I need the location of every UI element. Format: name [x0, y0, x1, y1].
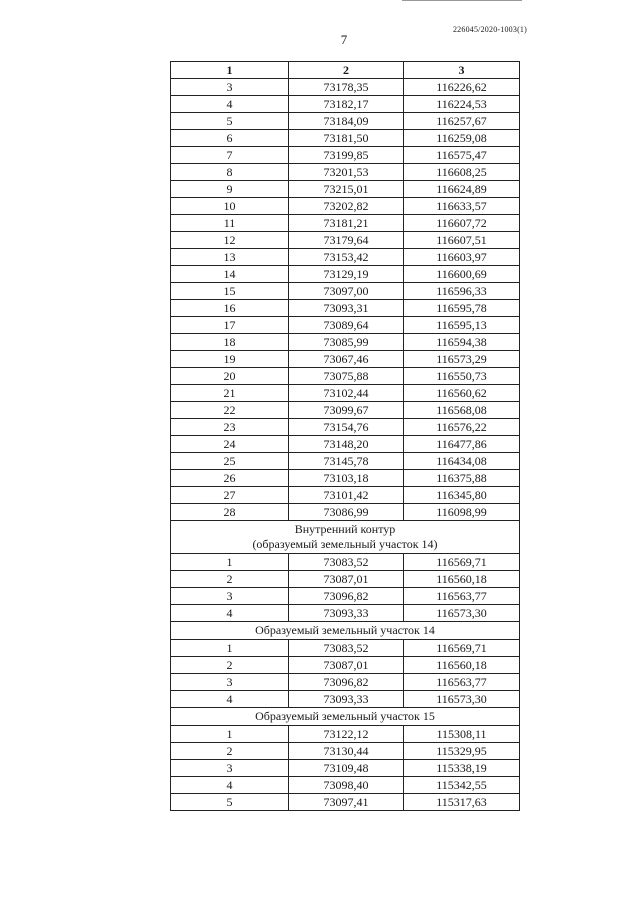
- cell-x-coordinate: 73181,50: [289, 130, 404, 147]
- cell-x-coordinate: 73067,46: [289, 351, 404, 368]
- table-row: [171, 554, 520, 571]
- table-row: [171, 605, 520, 622]
- table-row: [171, 215, 520, 232]
- cell-x-coordinate: 73130,44: [289, 743, 404, 760]
- cell-x-coordinate: 73199,85: [289, 147, 404, 164]
- cell-x-coordinate: 73109,48: [289, 760, 404, 777]
- table-row: [171, 317, 520, 334]
- cell-point-number: 14: [171, 266, 289, 283]
- cell-y-coordinate: 116563,77: [404, 674, 520, 691]
- cell-y-coordinate: 115329,95: [404, 743, 520, 760]
- cell-y-coordinate: 116563,77: [404, 588, 520, 605]
- table-row: [171, 743, 520, 760]
- table-row: [171, 147, 520, 164]
- cell-point-number: 4: [171, 96, 289, 113]
- table-row: [171, 198, 520, 215]
- cell-y-coordinate: 116576,22: [404, 419, 520, 436]
- cell-point-number: 18: [171, 334, 289, 351]
- cell-x-coordinate: 73201,53: [289, 164, 404, 181]
- cell-point-number: 17: [171, 317, 289, 334]
- table-row: [171, 232, 520, 249]
- cell-point-number: 23: [171, 419, 289, 436]
- header-row: [171, 62, 520, 79]
- cell-point-number: 9: [171, 181, 289, 198]
- column-header-x: 2: [289, 62, 404, 79]
- cell-point-number: 6: [171, 130, 289, 147]
- table-header: [171, 62, 520, 79]
- cell-point-number: 5: [171, 113, 289, 130]
- cell-point-number: 1: [171, 726, 289, 743]
- cell-point-number: 25: [171, 453, 289, 470]
- cell-y-coordinate: 116098,99: [404, 504, 520, 521]
- cell-y-coordinate: 116224,53: [404, 96, 520, 113]
- cell-x-coordinate: 73122,12: [289, 726, 404, 743]
- cell-x-coordinate: 73178,35: [289, 79, 404, 96]
- cell-x-coordinate: 73083,52: [289, 640, 404, 657]
- top-rule: [402, 0, 522, 3]
- cell-y-coordinate: 116607,72: [404, 215, 520, 232]
- cell-y-coordinate: 116259,08: [404, 130, 520, 147]
- cell-y-coordinate: 116434,08: [404, 453, 520, 470]
- document-id: 226045/2020-1003(1): [452, 25, 527, 34]
- cell-point-number: 7: [171, 147, 289, 164]
- table-row: [171, 96, 520, 113]
- cell-y-coordinate: 115338,19: [404, 760, 520, 777]
- cell-y-coordinate: 116595,78: [404, 300, 520, 317]
- table-row: [171, 674, 520, 691]
- cell-y-coordinate: 115317,63: [404, 794, 520, 811]
- cell-point-number: 16: [171, 300, 289, 317]
- cell-point-number: 3: [171, 760, 289, 777]
- cell-x-coordinate: 73096,82: [289, 588, 404, 605]
- cell-x-coordinate: 73215,01: [289, 181, 404, 198]
- cell-y-coordinate: 116573,30: [404, 691, 520, 708]
- cell-x-coordinate: 73148,20: [289, 436, 404, 453]
- cell-x-coordinate: 73153,42: [289, 249, 404, 266]
- cell-x-coordinate: 73179,64: [289, 232, 404, 249]
- section-header-row: [171, 708, 520, 726]
- table-row: [171, 760, 520, 777]
- cell-y-coordinate: 116633,57: [404, 198, 520, 215]
- table-row: [171, 777, 520, 794]
- column-header-y: 3: [404, 62, 520, 79]
- cell-point-number: 13: [171, 249, 289, 266]
- cell-y-coordinate: 116345,80: [404, 487, 520, 504]
- cell-y-coordinate: 116375,88: [404, 470, 520, 487]
- cell-x-coordinate: 73184,09: [289, 113, 404, 130]
- cell-x-coordinate: 73096,82: [289, 674, 404, 691]
- cell-point-number: 1: [171, 554, 289, 571]
- table-row: [171, 79, 520, 96]
- cell-x-coordinate: 73093,33: [289, 605, 404, 622]
- table-row: [171, 794, 520, 811]
- cell-y-coordinate: 116573,29: [404, 351, 520, 368]
- cell-y-coordinate: 116568,08: [404, 402, 520, 419]
- cell-y-coordinate: 116550,73: [404, 368, 520, 385]
- cell-point-number: 20: [171, 368, 289, 385]
- column-header-number: 1: [171, 62, 289, 79]
- page-number: 7: [340, 32, 348, 47]
- cell-point-number: 19: [171, 351, 289, 368]
- cell-y-coordinate: 116569,71: [404, 554, 520, 571]
- cell-y-coordinate: 116569,71: [404, 640, 520, 657]
- coordinates-table: [170, 61, 520, 811]
- table-row: [171, 283, 520, 300]
- section-title-line: Внутренний контур: [294, 522, 396, 536]
- cell-x-coordinate: 73083,52: [289, 554, 404, 571]
- cell-y-coordinate: 116560,18: [404, 571, 520, 588]
- cell-point-number: 2: [171, 657, 289, 674]
- cell-point-number: 22: [171, 402, 289, 419]
- table-row: [171, 368, 520, 385]
- cell-point-number: 2: [171, 743, 289, 760]
- cell-y-coordinate: 115308,11: [404, 726, 520, 743]
- cell-point-number: 28: [171, 504, 289, 521]
- cell-x-coordinate: 73103,18: [289, 470, 404, 487]
- cell-x-coordinate: 73093,33: [289, 691, 404, 708]
- cell-x-coordinate: 73093,31: [289, 300, 404, 317]
- cell-point-number: 21: [171, 385, 289, 402]
- cell-x-coordinate: 73101,42: [289, 487, 404, 504]
- section-title: [171, 708, 520, 726]
- cell-y-coordinate: 116257,67: [404, 113, 520, 130]
- cell-y-coordinate: 116600,69: [404, 266, 520, 283]
- table-row: [171, 130, 520, 147]
- table-row: [171, 181, 520, 198]
- cell-x-coordinate: 73154,76: [289, 419, 404, 436]
- table-row: [171, 266, 520, 283]
- table-body: [171, 79, 520, 811]
- cell-x-coordinate: 73182,17: [289, 96, 404, 113]
- cell-y-coordinate: 116596,33: [404, 283, 520, 300]
- table-row: [171, 726, 520, 743]
- table-row: [171, 351, 520, 368]
- table-row: [171, 640, 520, 657]
- table-row: [171, 113, 520, 130]
- section-header-row: [171, 521, 520, 554]
- cell-point-number: 2: [171, 571, 289, 588]
- cell-point-number: 5: [171, 794, 289, 811]
- table-row: [171, 588, 520, 605]
- cell-x-coordinate: 73129,19: [289, 266, 404, 283]
- cell-x-coordinate: 73202,82: [289, 198, 404, 215]
- cell-x-coordinate: 73181,21: [289, 215, 404, 232]
- cell-x-coordinate: 73097,41: [289, 794, 404, 811]
- cell-y-coordinate: 116560,18: [404, 657, 520, 674]
- cell-point-number: 8: [171, 164, 289, 181]
- cell-x-coordinate: 73087,01: [289, 571, 404, 588]
- table-row: [171, 164, 520, 181]
- table-row: [171, 504, 520, 521]
- cell-point-number: 26: [171, 470, 289, 487]
- section-title-line: Образуемый земельный участок 14: [255, 623, 435, 637]
- section-title-line: (образуемый земельный участок 14): [252, 537, 438, 551]
- cell-y-coordinate: 116477,86: [404, 436, 520, 453]
- cell-x-coordinate: 73098,40: [289, 777, 404, 794]
- table-row: [171, 300, 520, 317]
- cell-x-coordinate: 73102,44: [289, 385, 404, 402]
- table-row: [171, 453, 520, 470]
- cell-y-coordinate: 116594,38: [404, 334, 520, 351]
- cell-point-number: 3: [171, 674, 289, 691]
- cell-point-number: 4: [171, 777, 289, 794]
- cell-point-number: 12: [171, 232, 289, 249]
- cell-y-coordinate: 116608,25: [404, 164, 520, 181]
- cell-point-number: 3: [171, 588, 289, 605]
- table-row: [171, 334, 520, 351]
- cell-point-number: 27: [171, 487, 289, 504]
- cell-y-coordinate: 116595,13: [404, 317, 520, 334]
- table-row: [171, 487, 520, 504]
- cell-x-coordinate: 73089,64: [289, 317, 404, 334]
- cell-x-coordinate: 73097,00: [289, 283, 404, 300]
- table-row: [171, 470, 520, 487]
- section-title-line: Образуемый земельный участок 15: [255, 709, 435, 723]
- cell-point-number: 4: [171, 605, 289, 622]
- cell-point-number: 4: [171, 691, 289, 708]
- cell-x-coordinate: 73145,78: [289, 453, 404, 470]
- section-header-row: [171, 622, 520, 640]
- table-row: [171, 691, 520, 708]
- cell-y-coordinate: 115342,55: [404, 777, 520, 794]
- cell-y-coordinate: 116603,97: [404, 249, 520, 266]
- table-row: [171, 657, 520, 674]
- table-row: [171, 249, 520, 266]
- cell-point-number: 15: [171, 283, 289, 300]
- section-title: [171, 521, 520, 554]
- section-title: [171, 622, 520, 640]
- cell-x-coordinate: 73099,67: [289, 402, 404, 419]
- table-row: [171, 571, 520, 588]
- cell-y-coordinate: 116573,30: [404, 605, 520, 622]
- cell-point-number: 10: [171, 198, 289, 215]
- cell-x-coordinate: 73086,99: [289, 504, 404, 521]
- cell-point-number: 1: [171, 640, 289, 657]
- table-row: [171, 385, 520, 402]
- cell-point-number: 3: [171, 79, 289, 96]
- cell-point-number: 24: [171, 436, 289, 453]
- cell-x-coordinate: 73087,01: [289, 657, 404, 674]
- cell-y-coordinate: 116607,51: [404, 232, 520, 249]
- cell-y-coordinate: 116226,62: [404, 79, 520, 96]
- cell-x-coordinate: 73085,99: [289, 334, 404, 351]
- cell-point-number: 11: [171, 215, 289, 232]
- cell-x-coordinate: 73075,88: [289, 368, 404, 385]
- cell-y-coordinate: 116624,89: [404, 181, 520, 198]
- cell-y-coordinate: 116560,62: [404, 385, 520, 402]
- table-row: [171, 436, 520, 453]
- cell-y-coordinate: 116575,47: [404, 147, 520, 164]
- table-row: [171, 402, 520, 419]
- table-row: [171, 419, 520, 436]
